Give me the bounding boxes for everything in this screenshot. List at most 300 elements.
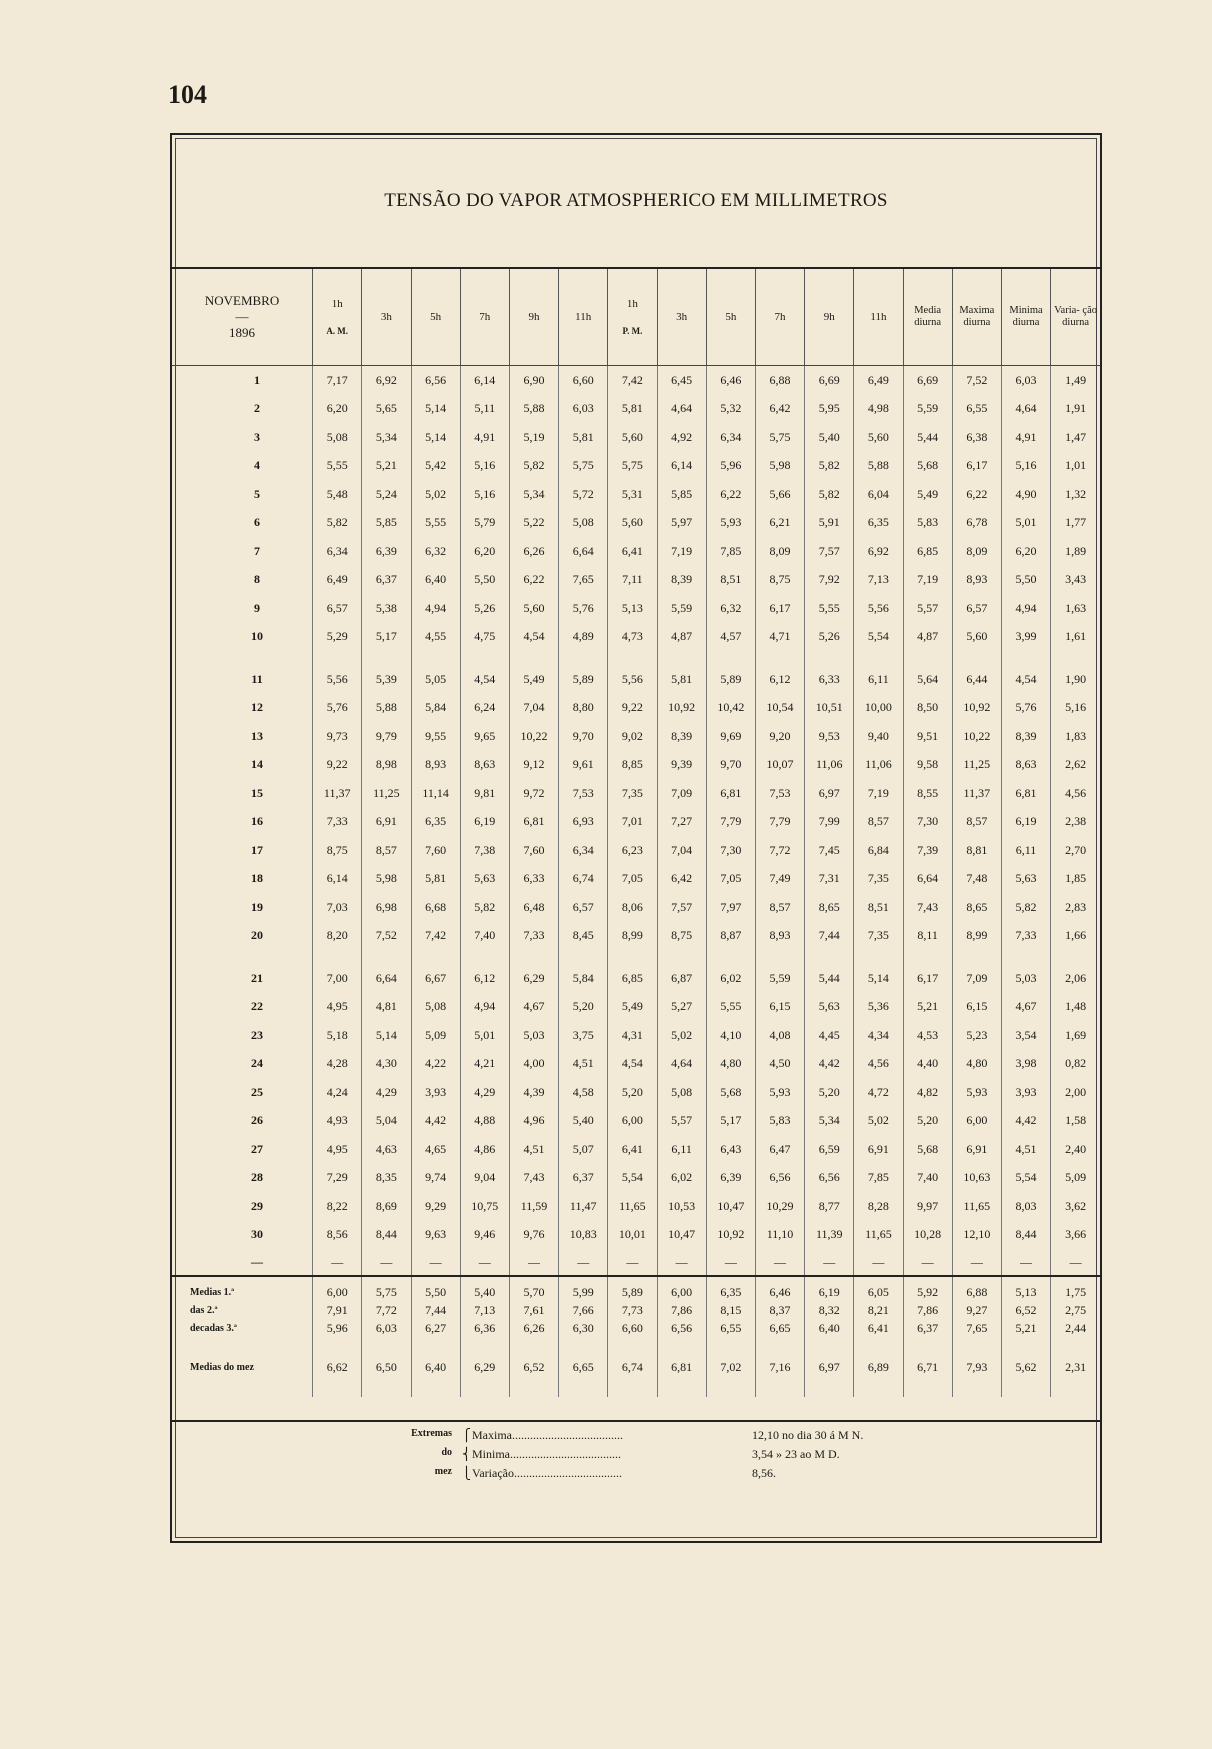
day-row	[172, 509, 1100, 538]
cell: 6,15	[952, 993, 1001, 1022]
cell: 7,01	[608, 808, 657, 837]
cell: 8,77	[805, 1192, 854, 1221]
cell: 5,54	[854, 623, 903, 652]
cell: 4,94	[1001, 594, 1050, 623]
cell: 10,28	[903, 1221, 952, 1250]
cell: 3,54	[1001, 1021, 1050, 1050]
cell: 6,60	[608, 1319, 657, 1337]
cell: 6,20	[460, 537, 509, 566]
cell: 6,64	[559, 537, 608, 566]
separator-cell	[509, 1276, 558, 1283]
cell: 8,80	[559, 694, 608, 723]
cell: 5,54	[1001, 1164, 1050, 1193]
cell: 7,57	[657, 893, 706, 922]
cell: 7,30	[903, 808, 952, 837]
cell: 6,49	[854, 366, 903, 395]
cell: 5,20	[805, 1078, 854, 1107]
cell: 4,65	[411, 1135, 460, 1164]
cell: 7,00	[313, 964, 362, 993]
cell: 9,22	[608, 694, 657, 723]
cell: 2,06	[1051, 964, 1100, 993]
cell: 5,21	[362, 452, 411, 481]
header-hour-12	[854, 268, 903, 366]
cell: 5,82	[509, 452, 558, 481]
cell: 7,48	[952, 865, 1001, 894]
cell: 5,50	[411, 1283, 460, 1301]
cell: 4,67	[1001, 993, 1050, 1022]
cell: 2,83	[1051, 893, 1100, 922]
header-hour-4	[460, 268, 509, 366]
cell: 6,56	[805, 1164, 854, 1193]
cell: 9,22	[313, 751, 362, 780]
extreme-name: Variação....................................	[472, 1466, 622, 1480]
day-row	[172, 537, 1100, 566]
vapor-tension-table	[172, 267, 1100, 1397]
cell: 5,50	[460, 566, 509, 595]
separator-cell	[952, 1276, 1001, 1283]
day-row	[172, 423, 1100, 452]
cell: 5,21	[903, 993, 952, 1022]
cell: 4,64	[657, 1050, 706, 1079]
cell: 7,72	[755, 836, 804, 865]
cell: 6,14	[313, 865, 362, 894]
cell: 6,27	[411, 1319, 460, 1337]
cell: 5,50	[1001, 566, 1050, 595]
cell: 7,16	[755, 1337, 804, 1397]
header-hour-label: 3h	[380, 311, 392, 323]
cell: 8,65	[805, 893, 854, 922]
table-title: TENSÃO DO VAPOR ATMOSPHERICO EM MILLIMETROS	[384, 190, 888, 211]
cell: 4,39	[509, 1078, 558, 1107]
cell: 4,82	[903, 1078, 952, 1107]
cell: 8,75	[755, 566, 804, 595]
cell: 2,62	[1051, 751, 1100, 780]
cell: 5,38	[362, 594, 411, 623]
cell: 6,21	[755, 509, 804, 538]
cell: 8,20	[313, 922, 362, 951]
day-row	[172, 1107, 1100, 1136]
extreme-label: Extremas	[411, 1428, 452, 1439]
cell: 5,17	[706, 1107, 755, 1136]
extreme-name: Maxima.....................................	[472, 1428, 623, 1442]
header-hour-label: 3h	[676, 311, 688, 323]
row-label: 8	[254, 572, 261, 587]
cell: 6,35	[706, 1283, 755, 1301]
cell: 7,57	[805, 537, 854, 566]
cell: 5,55	[706, 993, 755, 1022]
cell: 8,99	[952, 922, 1001, 951]
spacer-cell	[313, 651, 362, 665]
cell: 9,81	[460, 779, 509, 808]
cell: 5,26	[805, 623, 854, 652]
cell: 6,97	[805, 779, 854, 808]
cell: 4,80	[706, 1050, 755, 1079]
spacer-cell	[172, 651, 313, 665]
cell: 5,75	[362, 1283, 411, 1301]
header-hour-label: 7h	[479, 311, 491, 323]
cell: 5,95	[805, 395, 854, 424]
cell: 7,60	[509, 836, 558, 865]
cell: 8,87	[706, 922, 755, 951]
spacer-cell	[952, 651, 1001, 665]
cell: 5,60	[608, 509, 657, 538]
cell: 5,81	[411, 865, 460, 894]
cell: 5,16	[1001, 452, 1050, 481]
cell: 4,28	[313, 1050, 362, 1079]
cell: 7,91	[313, 1301, 362, 1319]
header-hour-label: 11h	[575, 311, 592, 323]
cell: 6,74	[608, 1337, 657, 1397]
cell: 7,38	[460, 836, 509, 865]
cell: 4,57	[706, 623, 755, 652]
cell: 1,63	[1051, 594, 1100, 623]
day-row	[172, 366, 1100, 395]
cell: 5,82	[805, 452, 854, 481]
cell: 5,84	[411, 694, 460, 723]
cell: 7,29	[313, 1164, 362, 1193]
cell: 7,04	[509, 694, 558, 723]
cell: 5,01	[460, 1021, 509, 1050]
cell: 7,40	[460, 922, 509, 951]
row-label: 3	[254, 429, 261, 444]
row-label: 19	[251, 899, 264, 914]
cell: 8,55	[903, 779, 952, 808]
cell: 4,55	[411, 623, 460, 652]
cell: 5,81	[559, 423, 608, 452]
row-label: Medias do mez	[190, 1361, 254, 1373]
cell: 6,29	[509, 964, 558, 993]
cell: 6,39	[362, 537, 411, 566]
cell: 4,51	[559, 1050, 608, 1079]
cell: 6,81	[509, 808, 558, 837]
cell: 5,42	[411, 452, 460, 481]
cell: 5,49	[509, 665, 558, 694]
cell: 7,72	[362, 1301, 411, 1319]
cell: 9,69	[706, 722, 755, 751]
cell: —	[755, 1249, 804, 1276]
spacer-cell	[854, 950, 903, 964]
cell: 5,82	[460, 893, 509, 922]
cell: 6,57	[313, 594, 362, 623]
day-row	[172, 594, 1100, 623]
cell: 5,60	[952, 623, 1001, 652]
cell: 7,43	[509, 1164, 558, 1193]
row-label: 29	[251, 1198, 264, 1213]
row-label: 12	[251, 700, 264, 715]
spacer-cell	[1001, 950, 1050, 964]
cell: 4,29	[460, 1078, 509, 1107]
cell: 4,22	[411, 1050, 460, 1079]
cell: 8,50	[903, 694, 952, 723]
cell: 8,93	[755, 922, 804, 951]
cell: —	[559, 1249, 608, 1276]
cell: 6,91	[854, 1135, 903, 1164]
cell: 8,93	[411, 751, 460, 780]
cell: 5,93	[755, 1078, 804, 1107]
cell: 5,56	[608, 665, 657, 694]
header-hour-7	[608, 268, 657, 366]
cell: 10,83	[559, 1221, 608, 1250]
cell: 7,44	[411, 1301, 460, 1319]
cell: 9,65	[460, 722, 509, 751]
cell: 7,17	[313, 366, 362, 395]
row-label: 15	[251, 785, 264, 800]
cell: 6,00	[657, 1283, 706, 1301]
cell: 10,51	[805, 694, 854, 723]
cell: 5,16	[460, 452, 509, 481]
cell: 2,75	[1051, 1301, 1100, 1319]
cell: 4,94	[411, 594, 460, 623]
header-hour-label: 5h	[430, 311, 442, 323]
cell: 5,36	[854, 993, 903, 1022]
cell: 8,22	[313, 1192, 362, 1221]
row-label: —	[251, 1254, 264, 1269]
cell: 6,20	[1001, 537, 1050, 566]
cell: 5,84	[559, 964, 608, 993]
cell: 7,30	[706, 836, 755, 865]
spacer-cell	[755, 950, 804, 964]
spacer-cell	[608, 651, 657, 665]
cell: 5,08	[657, 1078, 706, 1107]
row-label: 27	[251, 1141, 264, 1156]
day-row	[172, 395, 1100, 424]
cell: 5,13	[608, 594, 657, 623]
cell: 5,83	[755, 1107, 804, 1136]
cell: 11,37	[313, 779, 362, 808]
cell: 6,55	[952, 395, 1001, 424]
row-label: 28	[251, 1170, 264, 1185]
extreme-label: do	[441, 1447, 452, 1458]
cell: 10,29	[755, 1192, 804, 1221]
cell: 6,17	[755, 594, 804, 623]
cell: 5,44	[805, 964, 854, 993]
header-hour-label: 1h	[626, 298, 638, 310]
cell: 8,28	[854, 1192, 903, 1221]
cell: 6,43	[706, 1135, 755, 1164]
cell: 7,66	[559, 1301, 608, 1319]
cell: 3,66	[1051, 1221, 1100, 1250]
cell: —	[706, 1249, 755, 1276]
cell: 8,09	[755, 537, 804, 566]
cell: 5,34	[509, 480, 558, 509]
cell: 5,81	[657, 665, 706, 694]
cell: 8,39	[657, 566, 706, 595]
cell: 6,91	[952, 1135, 1001, 1164]
cell: 5,85	[362, 509, 411, 538]
cell: 4,40	[903, 1050, 952, 1079]
cell: 5,14	[854, 964, 903, 993]
cell: 6,04	[854, 480, 903, 509]
cell: 5,63	[805, 993, 854, 1022]
cell: 9,02	[608, 722, 657, 751]
cell: 6,26	[509, 1319, 558, 1337]
cell: 9,39	[657, 751, 706, 780]
cell: 5,99	[559, 1283, 608, 1301]
cell: 7,19	[657, 537, 706, 566]
day-row	[172, 964, 1100, 993]
cell: 5,83	[903, 509, 952, 538]
day-row	[172, 1135, 1100, 1164]
day-row	[172, 779, 1100, 808]
row-label: Medias 1.ª	[190, 1286, 235, 1298]
cell: 5,14	[362, 1021, 411, 1050]
day-row	[172, 1192, 1100, 1221]
cell: 4,75	[460, 623, 509, 652]
cell: 7,85	[854, 1164, 903, 1193]
cell: 4,64	[1001, 395, 1050, 424]
row-label: decadas 3.ª	[190, 1322, 237, 1334]
decade-row	[172, 1301, 1100, 1319]
header-year: 1896	[229, 325, 256, 340]
spacer-cell	[362, 950, 411, 964]
cell: 5,20	[608, 1078, 657, 1107]
row-label: 17	[251, 842, 264, 857]
spacer-cell	[559, 651, 608, 665]
cell: 11,65	[952, 1192, 1001, 1221]
cell: 5,40	[460, 1283, 509, 1301]
spacer-cell	[903, 950, 952, 964]
cell: 4,31	[608, 1021, 657, 1050]
cell: 6,57	[952, 594, 1001, 623]
cell: 6,11	[854, 665, 903, 694]
cell: 7,65	[952, 1319, 1001, 1337]
spacer-cell	[657, 950, 706, 964]
separator-cell	[805, 1276, 854, 1283]
row-label: 7	[254, 543, 261, 558]
cell: 11,37	[952, 779, 1001, 808]
cell: 7,93	[952, 1337, 1001, 1397]
day-row	[172, 722, 1100, 751]
day-row	[172, 623, 1100, 652]
cell: 5,31	[608, 480, 657, 509]
cell: 3,93	[411, 1078, 460, 1107]
separator-cell	[362, 1276, 411, 1283]
cell: 5,68	[903, 452, 952, 481]
cell: —	[903, 1249, 952, 1276]
cell: 5,82	[1001, 893, 1050, 922]
cell: 6,64	[362, 964, 411, 993]
cell: 10,01	[608, 1221, 657, 1250]
cell: 7,86	[657, 1301, 706, 1319]
cell: 5,88	[509, 395, 558, 424]
row-label: 23	[251, 1027, 264, 1042]
cell: 5,97	[657, 509, 706, 538]
cell: 6,93	[559, 808, 608, 837]
cell: 6,42	[657, 865, 706, 894]
cell: 9,58	[903, 751, 952, 780]
cell: 6,00	[313, 1283, 362, 1301]
cell: 5,17	[362, 623, 411, 652]
cell: 5,60	[608, 423, 657, 452]
cell: 7,79	[706, 808, 755, 837]
cell: 6,00	[952, 1107, 1001, 1136]
cell: 8,57	[755, 893, 804, 922]
cell: 8,11	[903, 922, 952, 951]
cell: —	[854, 1249, 903, 1276]
cell: 5,63	[1001, 865, 1050, 894]
cell: 11,39	[805, 1221, 854, 1250]
extreme-brace: ⎧	[462, 1428, 471, 1442]
cell: 6,42	[755, 395, 804, 424]
cell: 6,91	[362, 808, 411, 837]
cell: 4,92	[657, 423, 706, 452]
cell: 6,37	[903, 1319, 952, 1337]
cell: 6,23	[608, 836, 657, 865]
cell: 5,14	[411, 395, 460, 424]
cell: 6,19	[460, 808, 509, 837]
cell: 6,26	[509, 537, 558, 566]
cell: 5,03	[509, 1021, 558, 1050]
cell: 6,29	[460, 1337, 509, 1397]
cell: 9,76	[509, 1221, 558, 1250]
cell: 6,74	[559, 865, 608, 894]
cell: 1,32	[1051, 480, 1100, 509]
cell: 5,62	[1001, 1337, 1050, 1397]
cell: 8,99	[608, 922, 657, 951]
cell: 5,59	[903, 395, 952, 424]
month-mean-row	[172, 1337, 1100, 1397]
cell: 6,41	[608, 537, 657, 566]
separator-cell	[657, 1276, 706, 1283]
cell: 6,34	[313, 537, 362, 566]
cell: 10,07	[755, 751, 804, 780]
cell: 5,76	[1001, 694, 1050, 723]
cell: 5,55	[313, 452, 362, 481]
spacer-cell	[706, 651, 755, 665]
cell: 11,25	[362, 779, 411, 808]
cell: 6,32	[706, 594, 755, 623]
row-label: 11	[251, 671, 263, 686]
row-label: 6	[254, 515, 261, 530]
day-row	[172, 1050, 1100, 1079]
cell: 8,09	[952, 537, 1001, 566]
cell: 6,15	[755, 993, 804, 1022]
cell: 8,39	[1001, 722, 1050, 751]
cell: 7,42	[411, 922, 460, 951]
header-hour-10	[755, 268, 804, 366]
header-hour-label: 1h	[331, 298, 343, 310]
cell: 4,54	[460, 665, 509, 694]
cell: 6,34	[706, 423, 755, 452]
row-label: 13	[251, 728, 264, 743]
cell: 5,27	[657, 993, 706, 1022]
row-label: 9	[254, 600, 261, 615]
extreme-brace: ⎨	[462, 1447, 471, 1461]
cell: 6,37	[362, 566, 411, 595]
cell: 5,08	[559, 509, 608, 538]
spacer-cell	[313, 950, 362, 964]
separator-cell	[559, 1276, 608, 1283]
spacer-cell	[460, 950, 509, 964]
row-label: das 2.ª	[190, 1304, 218, 1316]
cell: 6,35	[411, 808, 460, 837]
cell: 5,68	[706, 1078, 755, 1107]
cell: 6,12	[460, 964, 509, 993]
cell: 5,70	[509, 1283, 558, 1301]
cell: 5,40	[559, 1107, 608, 1136]
cell: 9,70	[559, 722, 608, 751]
cell: 8,32	[805, 1301, 854, 1319]
cell: 9,12	[509, 751, 558, 780]
cell: 1,66	[1051, 922, 1100, 951]
cell: 6,39	[706, 1164, 755, 1193]
cell: 9,27	[952, 1301, 1001, 1319]
cell: 5,66	[755, 480, 804, 509]
cell: 4,87	[657, 623, 706, 652]
cell: 8,98	[362, 751, 411, 780]
cell: 5,56	[854, 594, 903, 623]
cell: 5,01	[1001, 509, 1050, 538]
